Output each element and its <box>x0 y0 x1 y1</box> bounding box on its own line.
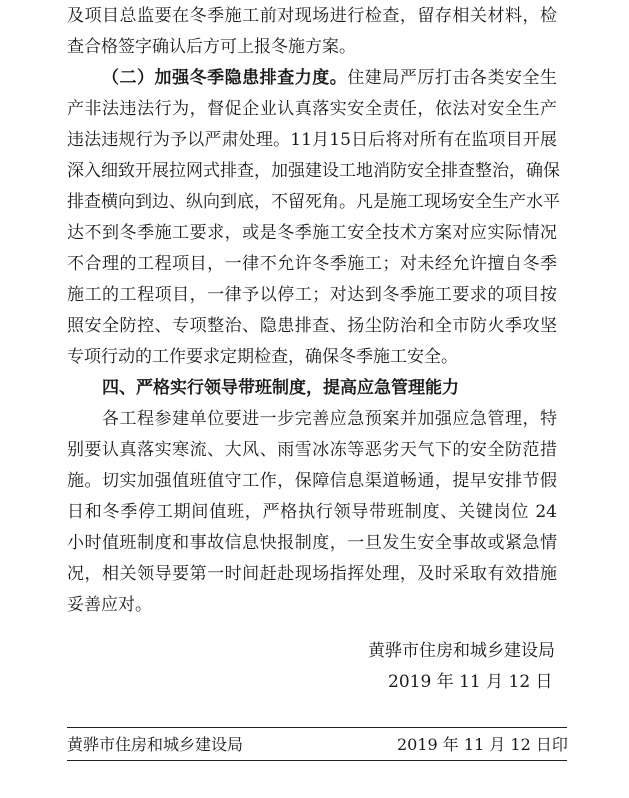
paragraph-line: 况，相关领导要第一时间赶赴现场指挥处理，及时采取有效措施 <box>67 564 557 584</box>
paragraph-line: 别要认真落实寒流、大风、雨雪冰冻等恶劣天气下的安全防范措 <box>67 440 557 460</box>
footer-organization: 黄骅市住房和城乡建设局 <box>67 735 244 754</box>
paragraph-line: 达不到冬季施工要求，或是冬季施工安全技术方案对应实际情况 <box>67 223 557 243</box>
paragraph-line: 日和冬季停工期间值班，严格执行领导带班制度、关键岗位 24 <box>67 502 557 522</box>
paragraph-first-line: 各工程参建单位要进一步完善应急预案并加强应急管理，特 <box>102 409 557 429</box>
paragraph-line: 不合理的工程项目，一律不允许冬季施工；对未经允许擅自冬季 <box>67 254 557 274</box>
footer-print-date: 2019 年 11 月 12 日印 <box>397 735 568 754</box>
paragraph-line: 及项目总监要在冬季施工前对现场进行检查，留存相关材料，检 <box>67 6 557 26</box>
paragraph-line: 产非法违法行为，督促企业认真落实安全责任，依法对安全生产 <box>67 99 557 119</box>
paragraph-line: 施工的工程项目，一律予以停工；对达到冬季施工要求的项目按 <box>67 285 557 305</box>
paragraph-line: 妥善应对。 <box>67 595 152 615</box>
paragraph-first-line <box>102 67 557 89</box>
paragraph-line: 施。切实加强值班值守工作，保障信息渠道畅通，提早安排节假 <box>67 471 557 491</box>
footer-top-rule <box>67 727 567 728</box>
paragraph-line: 照安全防控、专项整治、隐患排查、扬尘防治和全市防火季攻坚 <box>67 316 557 336</box>
paragraph-text: 住建局严厉打击各类安全生 <box>347 68 558 88</box>
footer-bottom-rule <box>67 760 567 761</box>
paragraph-line: 违法违规行为予以严肃处理。11月15日后将对所有在监项目开展 <box>67 130 557 150</box>
paragraph-line: 排查横向到边、纵向到底，不留死角。凡是施工现场安全生产水平 <box>67 192 560 212</box>
paragraph-line: 深入细致开展拉网式排查，加强建设工地消防安全排查整治，确保 <box>67 161 560 181</box>
section-heading: 四、严格实行领导带班制度，提高应急管理能力 <box>102 378 459 398</box>
paragraph-line: 专项行动的工作要求定期检查，确保冬季施工安全。 <box>67 347 458 367</box>
subsection-heading: （二）加强冬季隐患排查力度。 <box>102 68 348 88</box>
paragraph-line: 查合格签字确认后方可上报冬施方案。 <box>67 37 356 57</box>
signature-organization: 黄骅市住房和城乡建设局 <box>368 641 555 661</box>
signature-date: 2019 年 11 月 12 日 <box>388 672 553 692</box>
paragraph-line: 小时值班制度和事故信息快报制度，一旦发生安全事故或紧急情 <box>67 533 557 553</box>
